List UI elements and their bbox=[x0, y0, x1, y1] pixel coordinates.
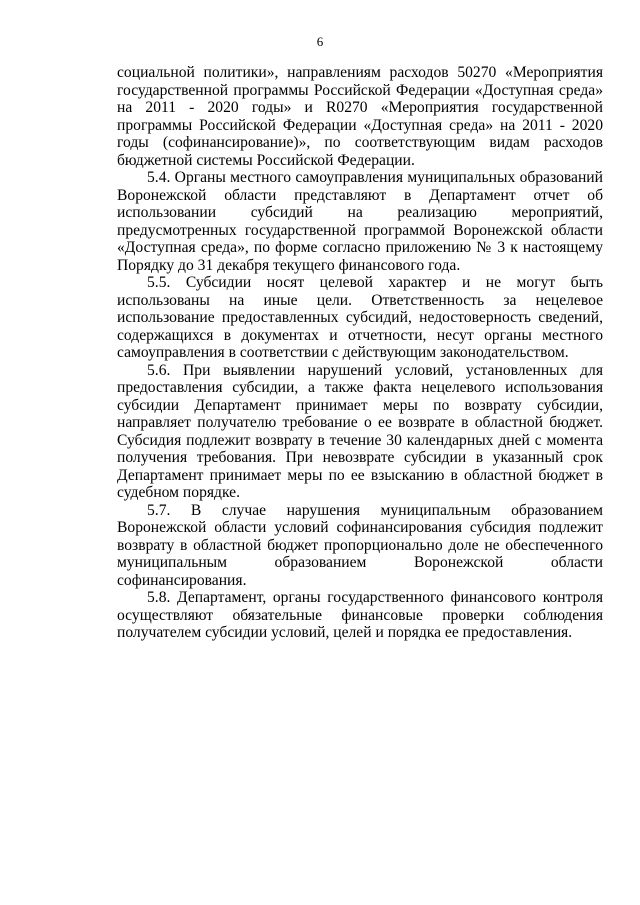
paragraph-5-8: 5.8. Департамент, органы государственного финансового контроля осуществляют обязательные финансовые проверки соблюдения получателем субсидии условий, целей и порядка ее предоставления. bbox=[117, 589, 603, 641]
document-body bbox=[117, 64, 603, 642]
paragraph-5-6: 5.6. При выявлении нарушений условий, установленных для предоставления субсидии, а также факта нецелевого использования субсидии Департамент принимает меры по возврату субсидии, направляет получателю требование о ее возврате в областной бюджет. Субсидия подлежит возврату в течение 30 календарных дней с момента получения требования. При невозврате субсидии в указанный срок Департамент принимает меры по ее взысканию в областной бюджет в судебном порядке. bbox=[117, 361, 603, 501]
paragraph-continuation: социальной политики», направлениям расходов 50270 «Мероприятия государственной программы Российской Федерации «Доступная среда» на 2011 - 2020 годы» и R0270 «Мероприятия государственной программы Российской Федерации «Доступная среда» на 2011 - 2020 годы (софинансирование)», по соответствующим видам расходов бюджетной системы Российской Федерации. bbox=[117, 64, 603, 169]
paragraph-5-5: 5.5. Субсидии носят целевой характер и не могут быть использованы на иные цели. Ответственность за нецелевое использование предоставленных субсидий, недостоверность сведений, содержащихся в документах и отчетности, несут органы местного самоуправления в соответствии с действующим законодательством. bbox=[117, 274, 603, 361]
paragraph-5-4: 5.4. Органы местного самоуправления муниципальных образований Воронежской области представляют в Департамент отчет об использовании субсидий на реализацию мероприятий, предусмотренных государственной программой Воронежской области «Доступная среда», по форме согласно приложению № 3 к настоящему Порядку до 31 декабря текущего финансового года. bbox=[117, 169, 603, 274]
paragraph-5-7: 5.7. В случае нарушения муниципальным образованием Воронежской области условий софинансирования субсидия подлежит возврату в областной бюджет пропорционально доле не обеспеченного муниципальным образованием Воронежской области софинансирования. bbox=[117, 501, 603, 589]
page-number: 6 bbox=[316, 34, 324, 49]
